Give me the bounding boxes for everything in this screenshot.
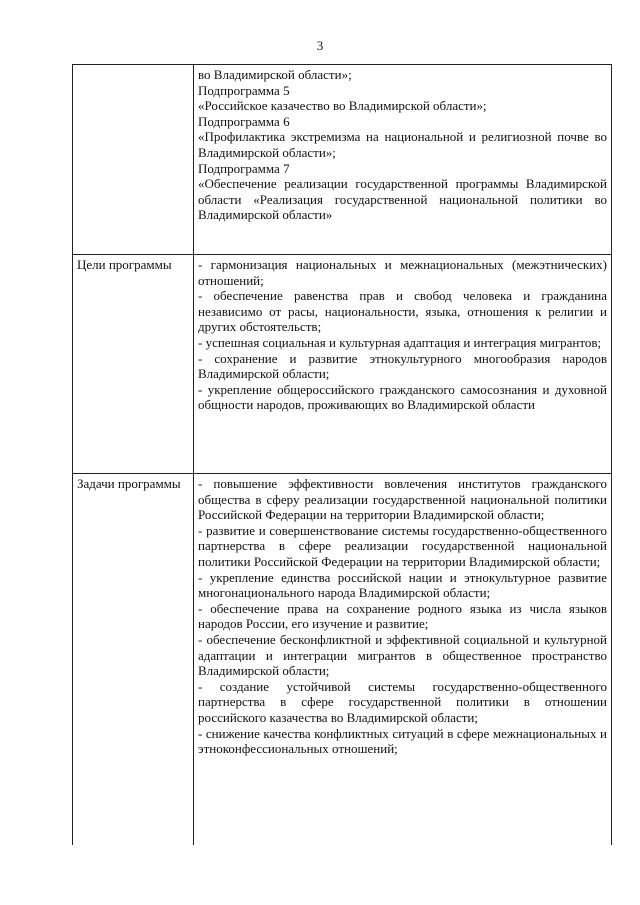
content-line: - успешная социальная и культурная адаптация и интеграция мигрантов; — [198, 334, 602, 350]
page-number: 3 — [316, 38, 324, 53]
content-line: Подпрограмма 5 — [198, 82, 290, 98]
table-row-subprograms — [73, 65, 612, 255]
row-label — [73, 65, 194, 255]
content-line: - гармонизация национальных и межнациональных (межэтнических) отношений; — [198, 257, 607, 288]
content-line: «Российское казачество во Владимирской области»; — [198, 98, 487, 114]
content-line: - повышение эффективности вовлечения институтов гражданского общества в сферу реализации государственной национальной политики Российской Федерации на территории Владимирской области; — [198, 476, 607, 523]
table-row-goals — [73, 255, 612, 474]
row-content — [194, 255, 612, 474]
row-content — [194, 474, 612, 846]
content-line: - сохранение и развитие этнокультурного многообразия народов Владимирской области; — [198, 350, 607, 382]
content-line: - развитие и совершенствование системы государственно-общественного партнерства в сфере реализации государственной национальной политики Российской Федерации на территории Владимирской области; — [198, 522, 607, 569]
row-label: Цели программы — [73, 255, 194, 474]
content-line: - создание устойчивой системы государственно-общественного партнерства в сфере государственной политики в отношении российского казачества во Владимирской области; — [198, 678, 607, 725]
content-line: «Обеспечение реализации государственной программы Владимирской области «Реализация государственной национальной политики во Владимирской области» — [198, 176, 607, 223]
passport-table — [72, 64, 612, 845]
table-row-tasks — [73, 474, 612, 846]
content-line: - обеспечение права на сохранение родного языка из числа языков народов России, его изучение и развитие; — [198, 600, 607, 632]
content-line: - обеспечение бесконфликтной и эффективной социальной и культурной адаптации и интеграции мигрантов в общественное пространство Владимирской области; — [198, 631, 607, 679]
content-line: во Владимирской области»; — [198, 67, 352, 82]
row-label: Задачи программы — [73, 474, 194, 846]
row-content — [194, 65, 612, 255]
content-line: Подпрограмма 6 — [198, 113, 290, 129]
content-line: - снижение качества конфликтных ситуаций в сфере межнациональных и этноконфессиональных отношений; — [198, 725, 607, 757]
content-line: Подпрограмма 7 — [198, 160, 290, 176]
content-line: - обеспечение равенства прав и свобод человека и гражданина независимо от расы, национальности, языка, отношения к религии и других обстоятельств; — [198, 288, 607, 335]
content-line: - укрепление общероссийского гражданского самосознания и духовной общности народов, проживающих во Владимирской области — [198, 381, 607, 413]
content-line: «Профилактика экстремизма на национальной и религиозной почве во Владимирской области»; — [198, 129, 607, 160]
content-line: - укрепление единства российской нации и этнокультурное развитие многонационального народа Владимирской области; — [198, 569, 607, 601]
